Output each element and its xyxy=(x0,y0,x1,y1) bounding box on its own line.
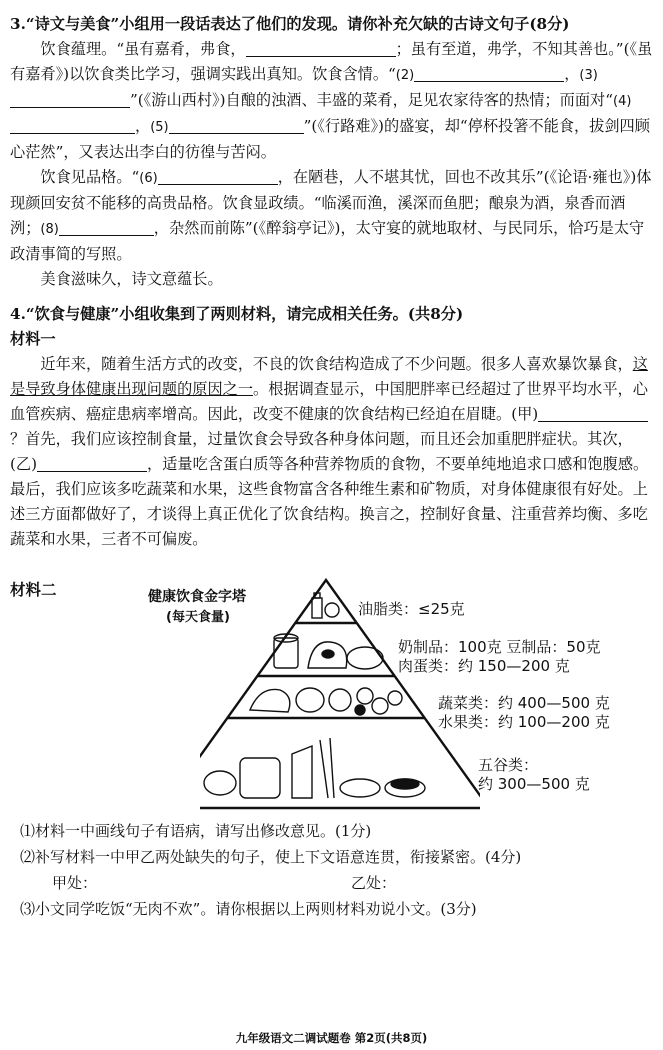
task-2: ⑵补写材料一中甲乙两处缺失的句子，使上下文语意连贯，衔接紧密。(4分) xyxy=(20,848,522,866)
meat-amount-label: 肉蛋类：约 150—200 克 xyxy=(398,657,570,675)
question-4-title: 4.“饮食与健康”小组收集到了两则材料，请完成相关任务。(共8分) xyxy=(10,305,464,323)
blank-2-number: (2) xyxy=(395,68,415,83)
grain-amount-label: 约 300—500 克 xyxy=(478,775,590,793)
blank-5[interactable] xyxy=(169,115,304,134)
question-4-tasks xyxy=(20,818,650,922)
material-2-label: 材料二 xyxy=(10,580,57,599)
page-footer: 九年级语文二调试题卷 第2页(共8页) xyxy=(235,1031,428,1045)
blank-4[interactable] xyxy=(10,115,135,134)
task-3: ⑶小文同学吃饭“无肉不欢”。请你根据以上两则材料劝说小文。(3分) xyxy=(20,900,477,918)
grain-bread-icon xyxy=(204,738,425,798)
question-3-paragraph-3: 美食滋味久，诗文意蕴长。 xyxy=(40,270,223,288)
pyramid-title: 健康饮食金字塔 xyxy=(148,589,246,605)
blank-4-number: (4) xyxy=(613,94,632,109)
blank-yi[interactable] xyxy=(37,453,147,472)
vegetable-amount-label: 蔬菜类：约 400—500 克 xyxy=(438,694,610,712)
question-4 xyxy=(10,302,655,552)
blank-8[interactable] xyxy=(59,217,154,236)
question-3 xyxy=(10,12,655,292)
answer-jia-label[interactable]: 甲处： xyxy=(52,874,98,892)
oil-amount-label: 油脂类：≤25克 xyxy=(358,600,465,618)
blank-2[interactable] xyxy=(414,63,564,82)
pyramid-subtitle: (每天食量) xyxy=(166,610,230,625)
question-3-title: 3.“诗文与美食”小组用一段话表达了他们的发现。请你补充欠缺的古诗文句子(8分) xyxy=(10,15,570,33)
blank-6[interactable] xyxy=(158,166,278,185)
blank-jia[interactable] xyxy=(538,403,648,422)
vegetable-fruit-icon xyxy=(250,688,402,715)
material-2 xyxy=(0,578,663,818)
task-1: ⑴材料一中画线句子有语病，请写出修改意见。(1分) xyxy=(20,822,372,840)
blank-1[interactable] xyxy=(246,38,396,57)
material-1-label: 材料一 xyxy=(10,330,56,348)
task-2-answer-row xyxy=(52,870,650,896)
grain-label: 五谷类： xyxy=(478,756,539,774)
dairy-meat-icon xyxy=(274,634,383,669)
question-3-paragraph-2: 饮食见品格。“(6) ，在陋巷，人不堪其忧，回也不改其乐”(《论语·雍也》)体现颜回安贫不能移的高贵品格。饮食显政绩。“临溪而渔，溪深而鱼肥；酿泉为酒，泉香而酒洌；(8) ，杂然而前陈”(《醉翁亭记》)，太守宴的就地取材、与民同乐，恰巧是太守政清事简的写照。 xyxy=(10,168,652,263)
blank-8-number: (8) xyxy=(40,222,59,237)
underlined-sentence: 这是导致身体健康出现问题的原因之一 xyxy=(10,355,648,398)
fruit-amount-label: 水果类：约 100—200 克 xyxy=(438,713,610,731)
question-3-paragraph-1: 饮食蕴理。“虽有嘉肴，弗食， ；虽有至道，弗学，不知其善也。”(《虽有嘉肴》)以饮食类比学习，强调实践出真知。饮食含情。“(2) ，(3)”(《游山西村》)自酿的浊酒、丰盛的菜肴，足见农家待客的热情；而面对“(4)，(5) ”(《行路难》)的盛宴，却“停杯投箸不能食，拔剑四顾心茫然”，又表达出李白的彷徨与苦闷。 xyxy=(10,40,653,161)
blank-3[interactable] xyxy=(10,89,130,108)
dairy-amount-label: 奶制品：100克 豆制品：50克 xyxy=(398,638,601,656)
answer-yi-label[interactable]: 乙处： xyxy=(351,874,397,892)
oil-bottle-icon xyxy=(312,593,339,618)
blank-5-number: (5) xyxy=(150,120,169,135)
blank-3-number: (3) xyxy=(579,68,598,83)
blank-6-number: (6) xyxy=(139,171,158,186)
material-1-text: 近年来，随着生活方式的改变，不良的饮食结构造成了不少问题。很多人喜欢暴饮暴食，这是导致身体健康出现问题的原因之一。根据调查显示，中国肥胖率已经超过了世界平均水平，心血管疾病、癌症患病率增高。因此，改变不健康的饮食结构已经迫在眉睫。(甲)？首先，我们应该控制食量，过量饮食会导致各种身体问题，而且还会加重肥胖症状。其次，(乙) ，适量吃含蛋白质等各种营养物质的食物，不要单纯地追求口感和饱腹感。最后，我们应该多吃蔬菜和水果，这些食物富含各种维生素和矿物质，对身体健康很有好处。上述三方面都做好了，才谈得上真正优化了饮食结构。换言之，控制好食量、注重营养均衡、多吃蔬菜和水果，三者不可偏废。 xyxy=(10,355,649,548)
